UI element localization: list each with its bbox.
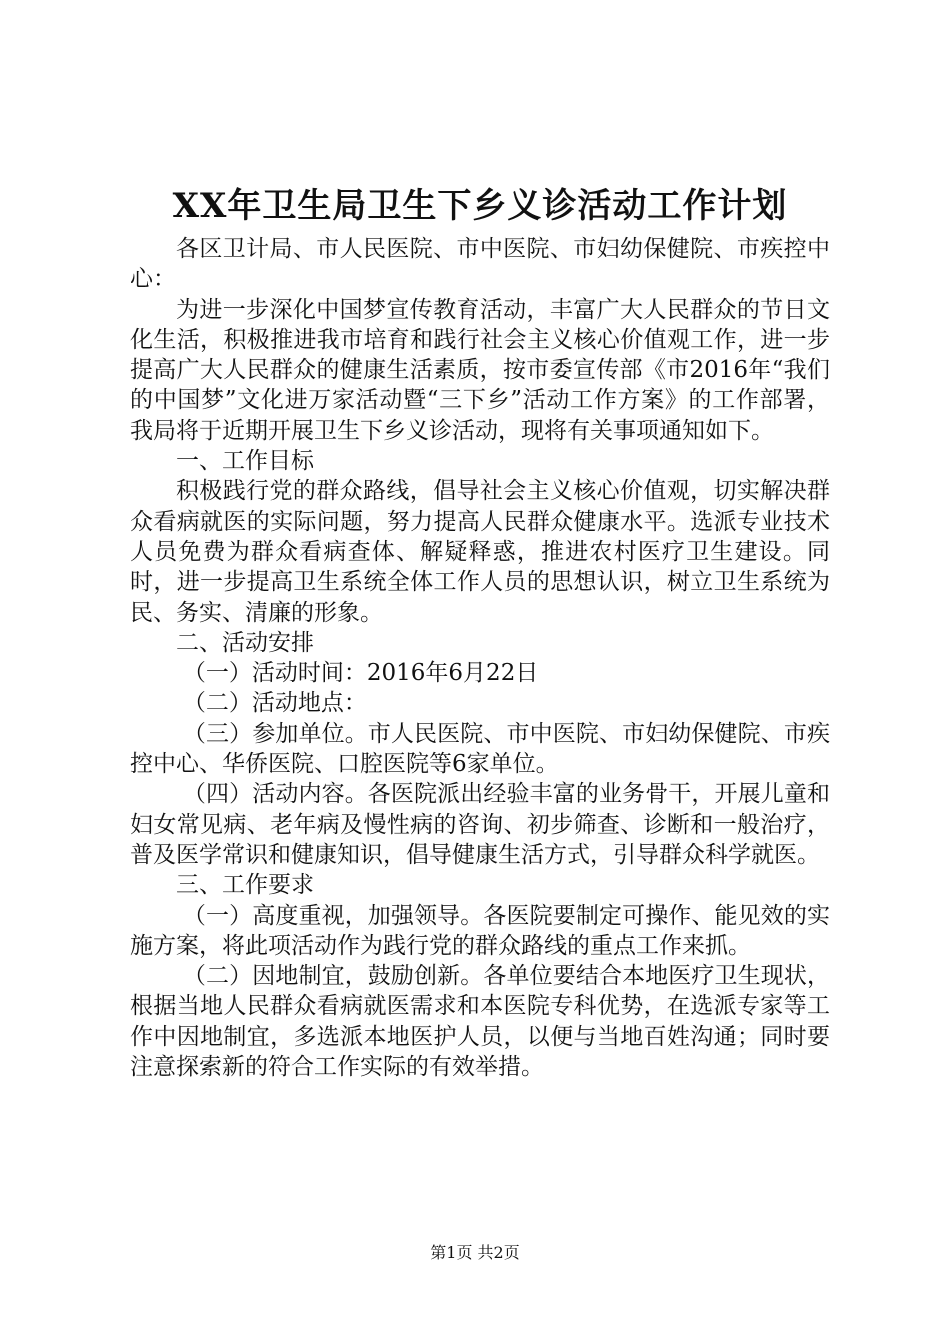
arrangement-participants: （三）参加单位。市人民医院、市中医院、市妇幼保健院、市疾控中心、华侨医院、口腔医院等6家单位。 — [130, 720, 830, 778]
document-page — [130, 182, 830, 1082]
requirement-two: （二）因地制宜，鼓励创新。各单位要结合本地医疗卫生现状，根据当地人民群众看病就医需求和本医院专科优势，在选派专家等工作中因地制宜，多选派本地医护人员，以便与当地百姓沟通；同时要注意探索新的符合工作实际的有效举措。 — [130, 963, 830, 1081]
arrangement-time: （一）活动时间：2016年6月22日 — [182, 660, 539, 687]
section-heading-arrangement: 二、活动安排 — [176, 629, 314, 656]
section-heading-requirements: 三、工作要求 — [176, 872, 314, 899]
goals-paragraph: 积极践行党的群众路线，倡导社会主义核心价值观，切实解决群众看病就医的实际问题，努力提高人民群众健康水平。选派专业技术人员免费为群众看病查体、解疑释惑，推进农村医疗卫生建设。同时，进一步提高卫生系统全体工作人员的思想认识，树立卫生系统为民、务实、清廉的形象。 — [130, 478, 830, 626]
salutation-paragraph: 各区卫计局、市人民医院、市中医院、市妇幼保健院、市疾控中心： — [130, 236, 830, 293]
arrangement-location: （二）活动地点： — [182, 690, 367, 717]
document-title: XX年卫生局卫生下乡义诊活动工作计划 — [172, 186, 788, 226]
intro-paragraph: 为进一步深化中国梦宣传教育活动，丰富广大人民群众的节日文化生活，积极推进我市培育和践行社会主义核心价值观工作，进一步提高广大人民群众的健康生活素质，按市委宣传部《市2016年“我们的中国梦”文化进万家活动暨“三下乡”活动工作方案》的工作部署，我局将于近期开展卫生下乡义诊活动，现将有关事项通知如下。 — [130, 296, 830, 444]
requirement-one: （一）高度重视，加强领导。各医院要制定可操作、能见效的实施方案，将此项活动作为践行党的群众路线的重点工作来抓。 — [130, 902, 830, 959]
arrangement-content: （四）活动内容。各医院派出经验丰富的业务骨干，开展儿童和妇女常见病、老年病及慢性病的咨询、初步筛查、诊断和一般治疗，普及医学常识和健康知识，倡导健康生活方式，引导群众科学就医。 — [130, 781, 830, 868]
document-body — [130, 234, 830, 1082]
page-number-footer: 第1页 共2页 — [430, 1243, 520, 1262]
section-heading-goals: 一、工作目标 — [176, 448, 314, 475]
